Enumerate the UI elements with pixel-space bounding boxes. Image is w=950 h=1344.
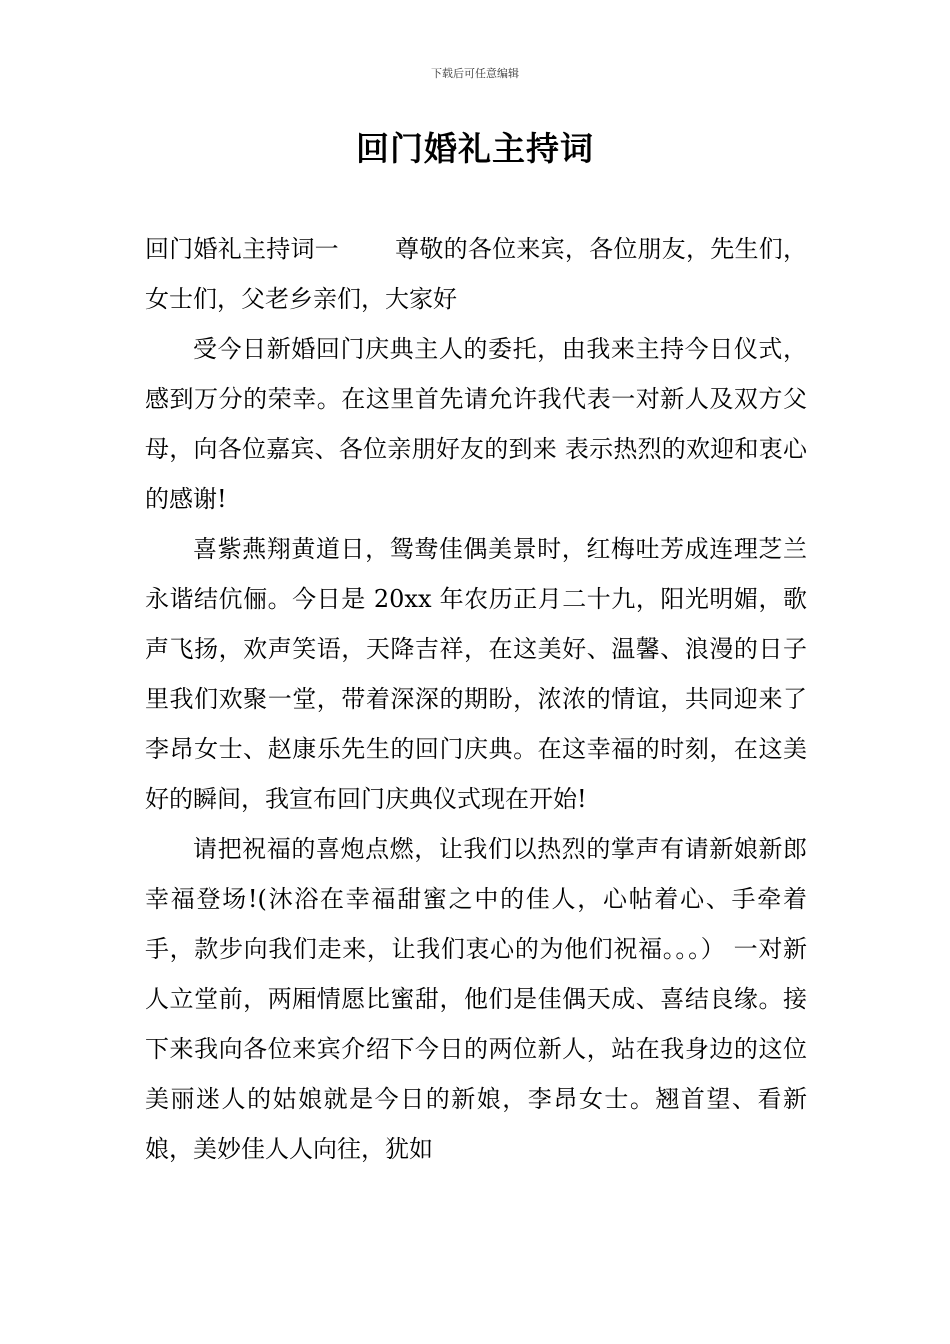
paragraph: 喜紫燕翔黄道日，鸳鸯佳偶美景时，红梅吐芳成连理芝兰永谐结伉俪。今日是 20xx 年农历正月二十九，阳光明媚，歌声飞扬，欢声笑语，天降吉祥，在这美好、温馨、浪漫的日子里我们欢聚一堂，带着深深的期盼，浓浓的情谊，共同迎来了 李昂女士、赵康乐先生的回门庆典。在这幸福的时刻，在这美好的瞬间，我宣布回门庆典仪式现在开始! [145,535,807,813]
paragraph: 受今日新婚回门庆典主人的委托，由我来主持今日仪式，感到万分的荣幸。在这里首先请允许我代表一对新人及双方父母，向各位嘉宾、各位亲朋好友的到来 表示热烈的欢迎和衷心的感谢! [145,335,807,513]
document-title: 回门婚礼主持词 [356,129,594,168]
intro-heading: 回门婚礼主持词一 [145,235,339,263]
intro-paragraph [145,224,807,324]
document-body [145,224,807,1174]
header-note: 下载后可任意编辑 [431,67,519,80]
intro-text: 尊敬的各位来宾，各位朋友，先生们，女士们，父老乡亲们，大家好 [145,235,808,313]
paragraph: 请把祝福的喜炮点燃，让我们以热烈的掌声有请新娘新郎幸福登场!(沐浴在幸福甜蜜之中的佳人，心帖着心、手牵着手，款步向我们走来，让我们衷心的为他们祝福。。。） 一对新人立堂前，两厢情愿比蜜甜，他们是佳偶天成、喜结良缘。接下来我向各位来宾介绍下今日的两位新人，站在我身边的这位美丽迷人的姑娘就是今日的新娘，李昂女士。翘首望、看新娘，美妙佳人人向往，犹如 [145,835,807,1163]
